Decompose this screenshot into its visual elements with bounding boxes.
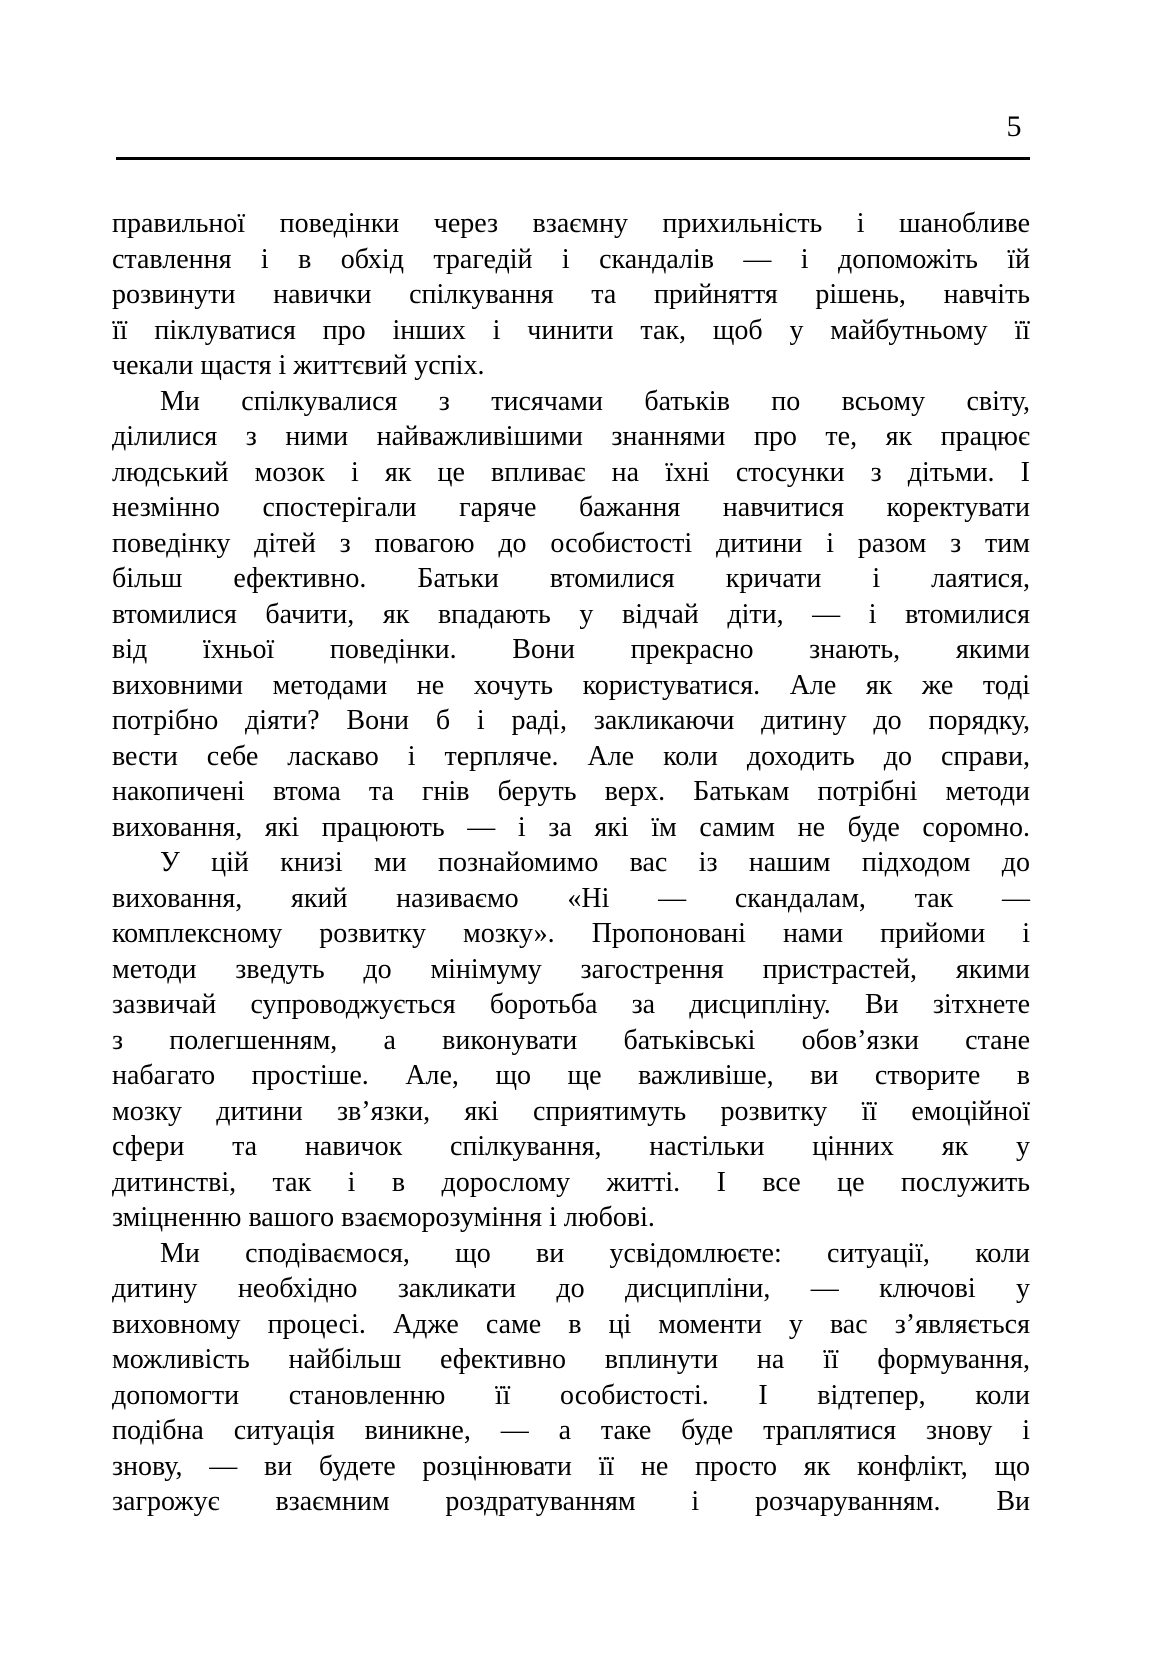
text-line: більш ефективно. Батьки втомилися кричати і лаятися, (112, 563, 1030, 594)
text-line: мозку дитини зв’язки, які сприятимуть розвитку її емоційної (112, 1095, 1030, 1127)
text-line: сфери та навичок спілкування, настільки цінних як у (112, 1131, 1030, 1162)
paragraph (112, 384, 1030, 846)
text-line: У цій книзі ми познайомимо вас із нашим підходом до (160, 847, 1030, 878)
text-line: з полегшенням, а виконувати батьківські обов’язки стане (112, 1024, 1030, 1056)
text-line: втомилися бачити, як впадають у відчай діти, — і втомилися (112, 598, 1030, 630)
paragraph (112, 845, 1030, 1236)
text-line: виховними методами не хочуть користуватися. Але як же тоді (112, 669, 1030, 701)
text-line: накопичені втома та гнів беруть верх. Батькам потрібні методи (112, 776, 1030, 807)
page-header (112, 0, 1030, 160)
text-line: зазвичай супроводжується боротьба за дисципліну. Ви зітхнете (112, 989, 1030, 1020)
text-line: дитину необхідно закликати до дисципліни, — ключові у (112, 1273, 1030, 1304)
text-line: виховання, який називаємо «Ні — скандалам, так — (112, 882, 1030, 914)
text-line: незмінно спостерігали гаряче бажання навчитися коректувати (112, 492, 1030, 523)
text-line: набагато простіше. Але, що ще важливіше, ви створите в (112, 1060, 1030, 1091)
text-line: її піклуватися про інших і чинити так, щоб у майбутньому її (112, 314, 1030, 346)
text-line: Ми спілкувалися з тисячами батьків по всьому світу, (160, 385, 1030, 417)
text-line: комплексному розвитку мозку». Пропоновані нами прийоми і (112, 918, 1030, 949)
text-line: виховному процесі. Адже саме в ці моменти у вас з’являється (112, 1308, 1030, 1340)
text-line: чекали щастя і життєвий успіх. (112, 350, 485, 381)
page-number: 5 (1006, 110, 1022, 143)
text-line: зміцненню вашого взаєморозуміння і любові. (112, 1202, 655, 1233)
text-line: розвинути навички спілкування та прийняття рішень, навчіть (112, 279, 1030, 310)
text-line: знову, — ви будете розцінювати її не просто як конфлікт, що (112, 1450, 1030, 1482)
text-line: потрібно діяти? Вони б і раді, закликаючи дитину до порядку, (112, 705, 1030, 736)
content-column (112, 0, 1030, 1520)
text-line: виховання, які працюють — і за які їм самим не буде соромно. (112, 811, 1030, 843)
paragraph (112, 206, 1030, 384)
text-line: вести себе ласкаво і терпляче. Але коли доходить до справи, (112, 740, 1030, 772)
text-line: дитинстві, так і в дорослому житті. І все це послужить (112, 1166, 1030, 1198)
text-line: ставлення і в обхід трагедій і скандалів — і допоможіть їй (112, 243, 1030, 275)
text-line: загрожує взаємним роздратуванням і розчаруванням. Ви (112, 1486, 1030, 1517)
text-line: від їхньої поведінки. Вони прекрасно знають, якими (112, 634, 1030, 665)
text-line: людський мозок і як це впливає на їхні стосунки з дітьми. І (112, 456, 1030, 488)
text-line: можливість найбільш ефективно вплинути на її формування, (112, 1344, 1030, 1375)
text-line: допомогти становленню її особистості. І відтепер, коли (112, 1379, 1030, 1411)
text-line: поведінку дітей з повагою до особистості дитини і разом з тим (112, 527, 1030, 559)
header-rule (116, 157, 1030, 160)
text-line: ділилися з ними найважливішими знаннями про те, як працює (112, 421, 1030, 452)
page-text (112, 206, 1030, 1520)
text-line: методи зведуть до мінімуму загострення пристрастей, якими (112, 953, 1030, 985)
text-line: подібна ситуація виникне, — а таке буде траплятися знову і (112, 1415, 1030, 1446)
text-line: правильної поведінки через взаємну прихильність і шанобливе (112, 208, 1030, 239)
text-line: Ми сподіваємося, що ви усвідомлюєте: ситуації, коли (160, 1237, 1030, 1269)
paragraph (112, 1236, 1030, 1520)
